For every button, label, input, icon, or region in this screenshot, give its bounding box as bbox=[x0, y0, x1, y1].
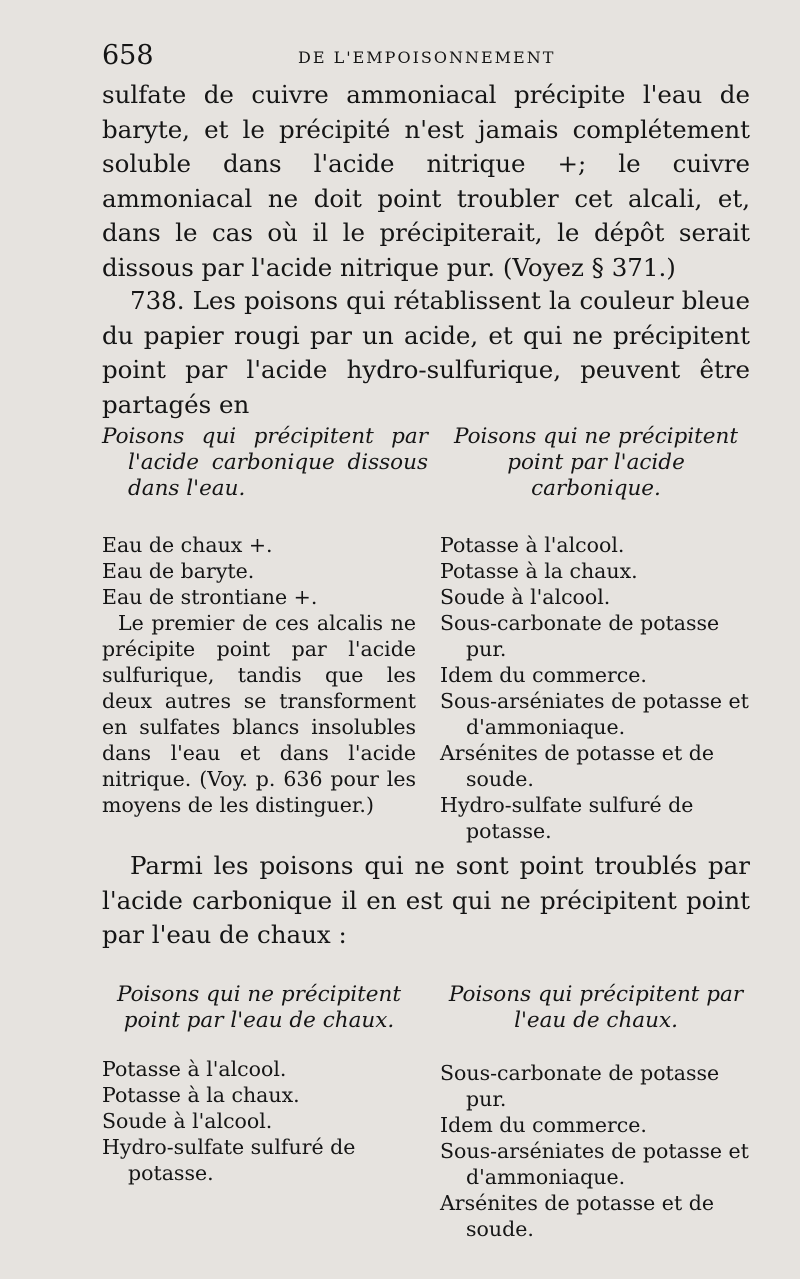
list-item: Potasse à la chaux. bbox=[102, 1083, 300, 1107]
list-item: Arsénites de potasse et de soude. bbox=[440, 1191, 714, 1241]
list-item: Soude à l'alcool. bbox=[440, 585, 611, 609]
list-item: Idem du commerce. bbox=[440, 663, 647, 687]
list-item: Sous-arséniates de potasse et d'ammoniaque. bbox=[440, 1139, 749, 1189]
list-item: Hydro-sulfate sulfuré de potasse. bbox=[440, 793, 694, 843]
list-item: Potasse à l'alcool. bbox=[440, 533, 625, 557]
page-header bbox=[102, 40, 750, 80]
paragraph-sulfate-cuivre: sulfate de cuivre ammoniacal précipite l'eau de baryte, et le précipité n'est jamais complétement soluble dans l'acide nitrique +; le cuivre ammoniacal ne doit point troubler cet alcali, et, dans le cas où il le précipiterait, le dépôt serait dissous par l'acide nitrique pur. (Voyez § 371.) bbox=[102, 80, 750, 282]
list-item: Potasse à l'alcool. bbox=[102, 1057, 287, 1081]
page-number: 658 bbox=[102, 40, 154, 71]
table1-left-heading: Poisons qui précipitent par l'acide carbonique dissous dans l'eau. bbox=[102, 424, 428, 501]
paragraph-738: 738. Les poisons qui rétablissent la couleur bleue du papier rougi par un acide, et qui ne précipitent point par l'acide hydro-sulfurique, peuvent être partagés en bbox=[102, 286, 750, 419]
list-item: Idem du commerce. bbox=[440, 1113, 647, 1137]
running-title: DE L'EMPOISONNEMENT bbox=[298, 48, 556, 67]
list-item: Eau de strontiane +. bbox=[102, 585, 318, 609]
list-item: Potasse à la chaux. bbox=[440, 559, 638, 583]
table2-right-column bbox=[440, 1060, 754, 1242]
table1-left-column bbox=[102, 532, 416, 818]
table2-left-heading: Poisons qui ne précipitent point par l'eau de chaux. bbox=[116, 982, 401, 1033]
list-item: Soude à l'alcool. bbox=[102, 1109, 273, 1133]
list-item: Sous-arséniates de potasse et d'ammoniaque. bbox=[440, 689, 749, 739]
list-item: Eau de chaux +. bbox=[102, 533, 273, 557]
list-item: Sous-carbonate de potasse pur. bbox=[440, 611, 720, 661]
paragraph-parmi: Parmi les poisons qui ne sont point troublés par l'acide carbonique il en est qui ne précipitent point par l'eau de chaux : bbox=[102, 851, 750, 949]
list-item: Arsénites de potasse et de soude. bbox=[440, 741, 714, 791]
list-item: Hydro-sulfate sulfuré de potasse. bbox=[102, 1135, 356, 1185]
table1-right-heading: Poisons qui ne précipitent point par l'acide carbonique. bbox=[453, 424, 738, 501]
list-item: Eau de baryte. bbox=[102, 559, 255, 583]
list-item: Sous-carbonate de potasse pur. bbox=[440, 1061, 720, 1111]
table1-left-note: Le premier de ces alcalis ne précipite point par l'acide sulfurique, tandis que les deux autres se transforment en sulfates blancs insolubles dans l'eau et dans l'acide nitrique. (Voy. p. 636 pour les moyens de les distinguer.) bbox=[102, 611, 416, 817]
table1-right-column bbox=[440, 532, 754, 844]
table2-left-column bbox=[102, 1056, 416, 1186]
table2-right-heading: Poisons qui précipitent par l'eau de chaux. bbox=[448, 982, 744, 1033]
